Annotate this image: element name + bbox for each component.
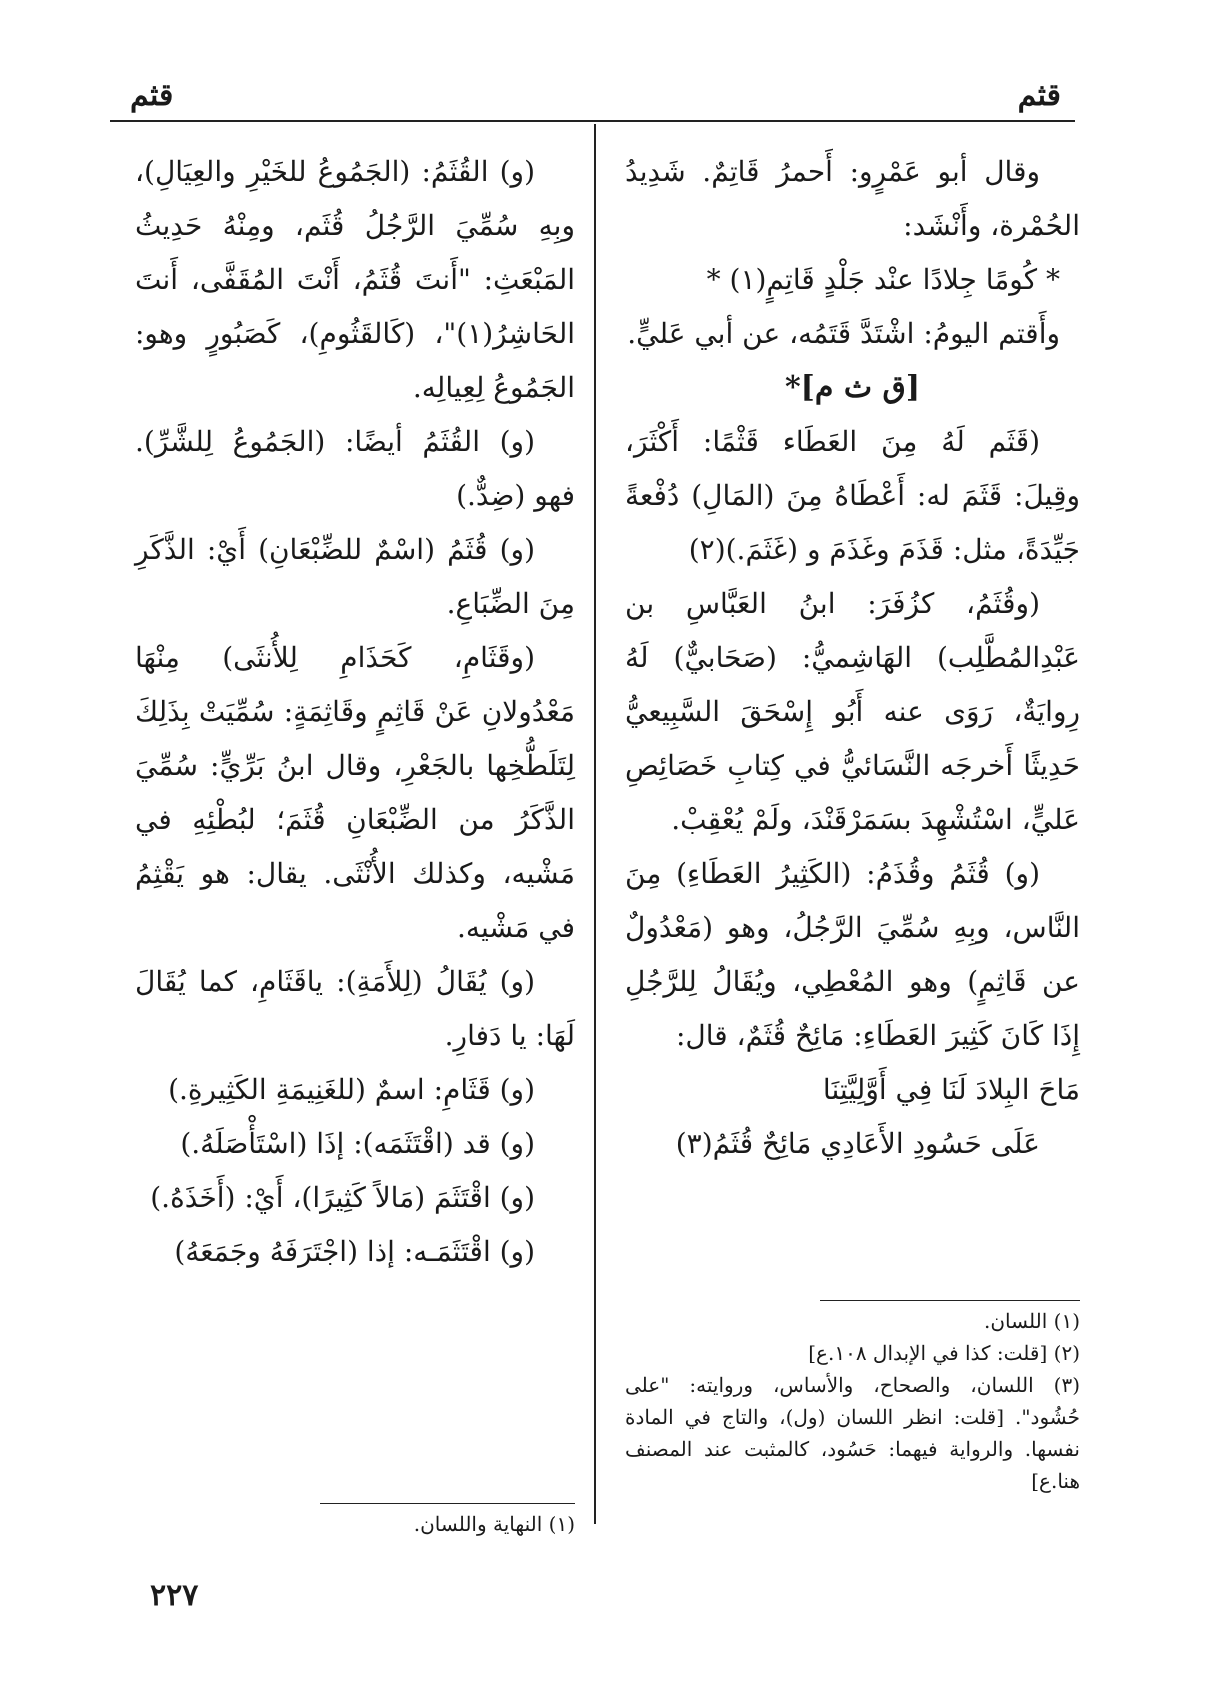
footnotes-left xyxy=(135,1508,575,1540)
paragraph: (و) قُثَمُ وقُذَمُ: (الكَثِيرُ العَطَاءِ) مِنَ النَّاس، وبِهِ سُمِّيَ الرَّجُلُ، وهو (مَعْدُولٌ عن قَاثِمٍ) وهو المُعْطِي، ويُقَالُ لِلرَّجُلِ إِذَا كَانَ كَثِيرَ العَطَاءِ: مَائِحٌ قُثَمٌ، قال: xyxy=(625,857,1080,1052)
paragraph: (و) اقْتَثَمَـه: إذا (اجْتَرَفَهُ وجَمَعَهُ) xyxy=(174,1235,535,1268)
footnote: (١) اللسان. xyxy=(984,1309,1080,1333)
header-word-left: قثم xyxy=(130,78,174,113)
right-column xyxy=(625,145,1080,1171)
paragraph: (و) اقْتَثَمَ (مَالاً كَثِيرًا)، أَيْ: (أَخَذَهُ.) xyxy=(150,1181,535,1214)
header-rule xyxy=(110,120,1075,122)
footnote: (١) النهاية واللسان. xyxy=(413,1512,575,1536)
footnote-rule-right xyxy=(820,1300,1080,1301)
verse: * كُومًا جِلادًا عنْد جَلْدٍ قَاتِمٍ(١) * xyxy=(706,263,1060,296)
footnote-rule-left xyxy=(320,1503,575,1504)
paragraph: (و) القُثَمُ أيضًا: (الجَمُوعُ لِلشَّرِّ). فهو (ضِدٌّ.) xyxy=(135,425,575,512)
left-column xyxy=(135,145,575,1279)
footnote: (٣) اللسان، والصحاح، والأساس، وروايته: "على حُشُود". [قلت: انظر اللسان (ول)، والتاج في المادة نفسها. والرواية فيهما: حَسُود، كالمثبت عند المصنف هنا.ع] xyxy=(625,1373,1080,1493)
paragraph: (و) يُقَالُ (لِلأَمَةِ): ياقَثَامِ، كما يُقَالَ لَهَا: يا دَفارِ. xyxy=(135,965,575,1052)
header-word-right: قثم xyxy=(1017,78,1061,113)
paragraph: (و) قد (اقْتَثَمَه): إذَا (اسْتَأْصَلَهُ.) xyxy=(180,1127,535,1160)
paragraph: وأَقتم اليومُ: اشْتَدَّ قَتَمُه، عن أبي عَليٍّ. xyxy=(627,317,1060,350)
paragraph: وقال أبو عَمْرٍو: أَحمرُ قَاتِمٌ. شَدِيدُ الحُمْرة، وأَنْشَد: xyxy=(625,155,1080,242)
paragraph: (وقَثَامِ، كَحَذَامِ لِلأُنثَى) مِنْهَا مَعْدُولانِ عَنْ قَاثِمٍ وقَاثِمَةٍ: سُمِّيَتْ بِذَلِكَ لِتَلَطُّخِها بالجَعْرِ، وقال ابنُ بَرِّيٍّ: سُمِّيَ الذَّكَرُ من الضِّبْعَانِ قُثَمَ؛ لبُطْئِهِ في مَشْيه، وكذلك الأُنْثَى. يقال: هو يَقْثِمُ في مَشْيه. xyxy=(135,641,575,944)
column-divider xyxy=(594,124,596,1524)
verse-line: مَاحَ البِلادَ لَنَا فِي أَوَّلِيَّتِنَا xyxy=(822,1073,1080,1106)
page-number: ٢٢٧ xyxy=(150,1578,199,1613)
paragraph: (و) القُثَمُ: (الجَمُوعُ للخَيْرِ والعِيَالِ)، وبِهِ سُمِّيَ الرَّجُلُ قُثَم، ومِنْهُ حَدِيثُ المَبْعَثِ: "أَنتَ قُثَمُ، أَنْتَ المُقَفَّى، أَنتَ الحَاشِرُ(١)"، (كَالقَثُومِ)، كَصَبُورٍ وهو: الجَمُوعُ لِعِيالِه. xyxy=(135,155,575,404)
verse-line: عَلَى حَسُودِ الأَعَادِي مَائِحٌ قُثَمُ(٣) xyxy=(675,1127,1040,1160)
footnotes-right xyxy=(625,1305,1080,1497)
entry-heading: [ق ث م]* xyxy=(784,370,921,405)
paragraph: (و) قُثَمُ (اسْمٌ للضِّبْعَانِ) أَيْ: الذَّكَرِ مِنَ الضِّبَاعِ. xyxy=(135,533,575,620)
paragraph: (و) قَثَامِ: اسمٌ (للغَنِيمَةِ الكَثِيرةِ.) xyxy=(168,1073,535,1106)
footnote: (٢) [قلت: كذا في الإبدال ١٠٨.ع] xyxy=(808,1341,1080,1365)
paragraph: (قَثَم لَهُ مِنَ العَطَاء قَثْمًا: أَكْثَرَ، وقِيلَ: قَثَمَ له: أَعْطَاهُ مِنَ (المَالِ) دُفْعةً جَيِّدَةً، مثل: قَذَمَ وغَذَمَ و (غَثَمَ.)(٢) xyxy=(625,425,1080,566)
paragraph: (وقُثَمُ، كزُفَرَ: ابنُ العَبَّاسِ بن عَبْدِالمُطَّلِب) الهَاشِميُّ: (صَحَابيٌّ) لَهُ رِوايَةٌ، رَوَى عنه أَبُو إِسْحَقَ السَّبِيعيُّ حَدِيثًا أَخرجَه النَّسَائيُّ في كِتابِ خَصَائِصِ عَليٍّ، اسْتُشْهِدَ بسَمَرْقَنْدَ، ولَمْ يُعْقِبْ. xyxy=(625,587,1080,836)
